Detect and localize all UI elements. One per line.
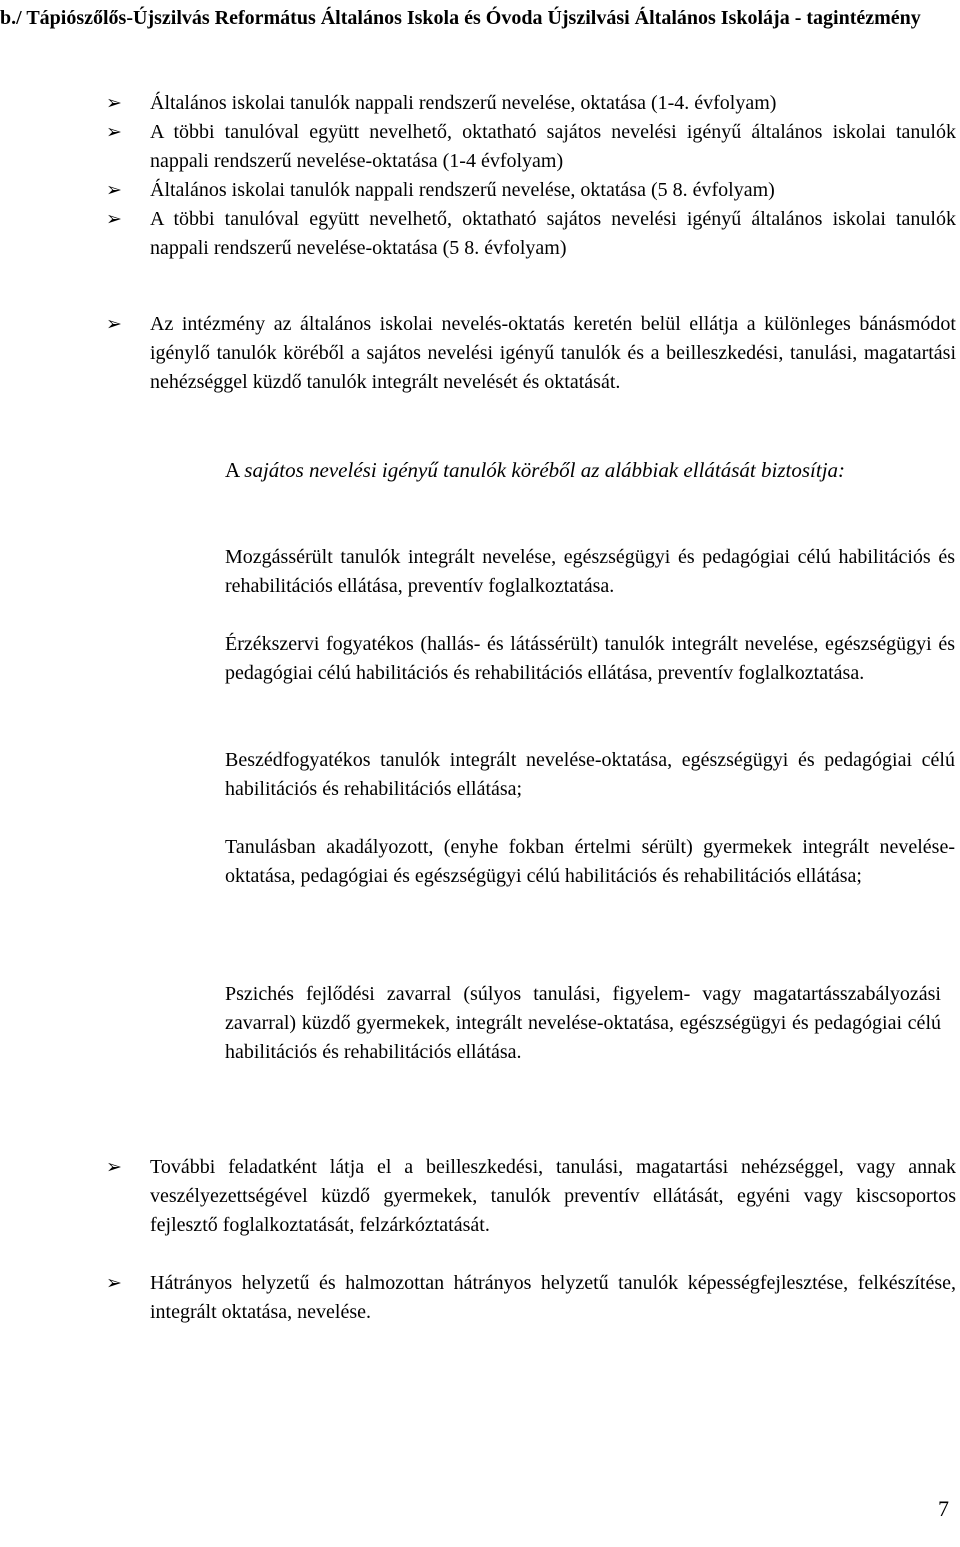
list-item: ➢ A többi tanulóval együtt nevelhető, oktatható sajátos nevelési igényű általános iskolai tanulók nappali rendszerű nevelése-oktatása (5 8. évfolyam) bbox=[106, 205, 956, 263]
arrow-bullet-icon: ➢ bbox=[106, 179, 122, 201]
task-list bbox=[106, 89, 956, 263]
integration-list bbox=[106, 310, 956, 397]
paragraph-speech-disabled: Beszédfogyatékos tanulók integrált nevelése-oktatása, egészségügyi és pedagógiai célú habilitációs és rehabilitációs ellátása; bbox=[225, 749, 955, 800]
arrow-bullet-icon: ➢ bbox=[106, 208, 122, 230]
list-item: ➢ Általános iskolai tanulók nappali rendszerű nevelése, oktatása (1-4. évfolyam) bbox=[106, 89, 956, 118]
arrow-bullet-icon: ➢ bbox=[106, 1156, 122, 1178]
sen-subheading: A sajátos nevelési igényű tanulók köréből az alábbiak ellátását biztosítja: bbox=[225, 458, 846, 482]
arrow-bullet-icon: ➢ bbox=[106, 92, 122, 114]
list-item: ➢ A többi tanulóval együtt nevelhető, oktatható sajátos nevelési igényű általános iskolai tanulók nappali rendszerű nevelése-oktatása (1-4 évfolyam) bbox=[106, 118, 956, 176]
list-item: ➢ Hátrányos helyzetű és halmozottan hátrányos helyzetű tanulók képességfejlesztése, felkészítése, integrált oktatása, nevelése. bbox=[106, 1269, 956, 1327]
paragraph-learning-disabled: Tanulásban akadályozott, (enyhe fokban értelmi sérült) gyermekek integrált nevelése-oktatása, pedagógiai és egészségügyi célú habilitációs és rehabilitációs ellátása; bbox=[225, 836, 955, 887]
page-number: 7 bbox=[938, 1496, 949, 1521]
arrow-bullet-icon: ➢ bbox=[106, 1272, 122, 1294]
arrow-bullet-icon: ➢ bbox=[106, 121, 122, 143]
further-tasks-list bbox=[106, 1153, 956, 1327]
list-item: ➢ További feladatként látja el a beilleszkedési, tanulási, magatartási nehézséggel, vagy annak veszélyezettségével küzdő gyermekek, tanulók preventív ellátását, egyéni vagy kiscsoportos fejlesztő foglalkoztatását, felzárkóztatását. bbox=[106, 1153, 956, 1240]
section-heading: b./ Tápiószőlős-Újszilvás Református Általános Iskola és Óvoda Újszilvási Általános Iskolája - tagintézmény bbox=[0, 7, 921, 29]
list-item: ➢ Az intézmény az általános iskolai nevelés-oktatás keretén belül ellátja a különleges bánásmódot igénylő tanulók köréből a sajátos nevelési igényű tanulók és a beilleszkedési, tanulási, magatartási nehézséggel küzdő tanulók integrált nevelését és oktatását. bbox=[106, 310, 956, 397]
arrow-bullet-icon: ➢ bbox=[106, 313, 122, 335]
paragraph-psychological-disorder: Pszichés fejlődési zavarral (súlyos tanulási, figyelem- vagy magatartásszabályozási zavarral) küzdő gyermekek, integrált nevelése-oktatása, egészségügyi és pedagógiai célú habilitációs és rehabilitációs ellátása. bbox=[225, 983, 941, 1063]
list-item: ➢ Általános iskolai tanulók nappali rendszerű nevelése, oktatása (5 8. évfolyam) bbox=[106, 176, 956, 205]
paragraph-sensory-disabled: Érzékszervi fogyatékos (hallás- és látássérült) tanulók integrált nevelése, egészségügyi és pedagógiai célú habilitációs és rehabilitációs ellátása, preventív foglalkoztatása. bbox=[225, 633, 955, 684]
paragraph-motor-disabled: Mozgássérült tanulók integrált nevelése, egészségügyi és pedagógiai célú habilitációs és rehabilitációs ellátása, preventív foglalkoztatása. bbox=[225, 546, 955, 597]
